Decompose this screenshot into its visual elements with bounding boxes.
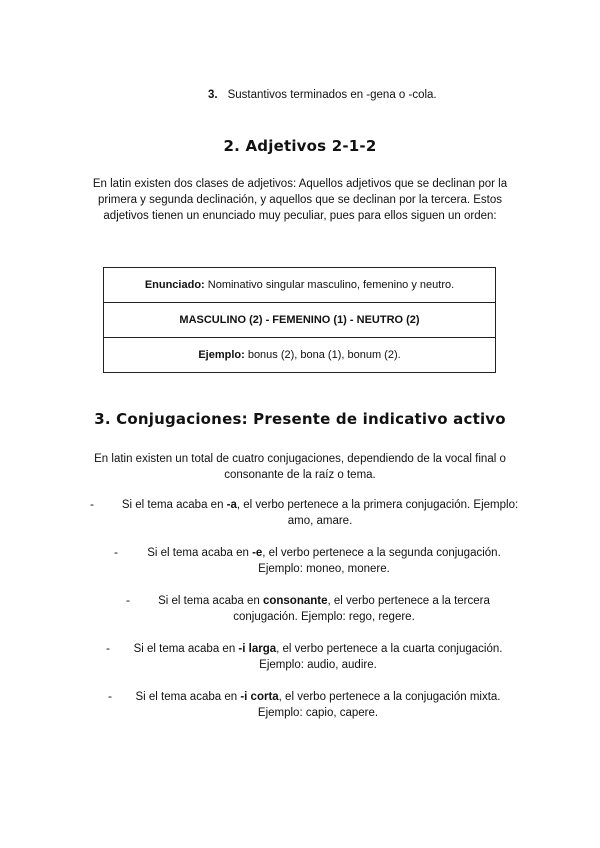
bullet-post: , el verbo pertenece a la tercera — [327, 595, 490, 607]
bullet-post: , el verbo pertenece a la conjugación mixta. — [278, 691, 501, 703]
bullet-item — [0, 593, 600, 623]
bullet-line2: Ejemplo: moneo, monere. — [258, 563, 390, 575]
section-3-heading-wrap — [0, 410, 600, 428]
list-number: 3. — [208, 89, 218, 101]
enunciado-label: Enunciado: — [144, 279, 205, 291]
bullet-line2: Ejemplo: capio, capere. — [257, 707, 379, 719]
paragraph-line: En latin existen dos clases de adjetivos: Aquellos adjetivos que se declinan por la — [92, 178, 508, 190]
bullet-pre: Si el tema acaba en — [121, 499, 227, 511]
bullet-line2: conjugación. Ejemplo: rego, regere. — [233, 611, 415, 623]
section-2-paragraph — [60, 176, 540, 224]
bullet-bold: -i corta — [240, 691, 279, 703]
bullet-bold: consonante — [262, 595, 328, 607]
bullet-dash: - — [126, 593, 130, 607]
bullet-dash: - — [90, 497, 94, 511]
section-2-title: 2. Adjetivos 2-1-2 — [223, 137, 377, 155]
bullet-line2: amo, amare. — [287, 515, 353, 527]
bullet-item — [0, 641, 600, 671]
bullet-bold: -e — [252, 547, 263, 559]
bullet-pre: Si el tema acaba en — [133, 643, 239, 655]
bullet-dash: - — [106, 641, 110, 655]
paragraph-line: adjetivos tienen un enunciado muy peculiar, pues para ellos siguen un orden: — [103, 210, 497, 222]
paragraph-line: primera y segunda declinación, y aquellos que se declinan por la tercera. Estos — [97, 194, 502, 206]
bullet-post: , el verbo pertenece a la cuarta conjugación. — [276, 643, 503, 655]
bullet-dash: - — [114, 545, 118, 559]
ejemplo-text: bonus (2), bona (1), bonum (2). — [244, 349, 401, 361]
table-row-ejemplo — [104, 338, 495, 372]
bullet-pre: Si el tema acaba en — [147, 547, 253, 559]
section-3-paragraph — [60, 451, 540, 483]
bullet-post: , el verbo pertenece a la primera conjugación. Ejemplo: — [236, 499, 519, 511]
ejemplo-label: Ejemplo: — [198, 349, 245, 361]
table-row-enunciado — [104, 268, 495, 303]
bullet-post: , el verbo pertenece a la segunda conjugación. — [262, 547, 501, 559]
bullet-bold: -i larga — [238, 643, 277, 655]
list-text: Sustantivos terminados en -gena o -cola. — [227, 89, 437, 101]
section-2-heading-wrap — [0, 137, 600, 155]
bullet-bold: -a — [226, 499, 237, 511]
enunciado-text: Nominativo singular masculino, femenino y neutro. — [204, 279, 455, 291]
bullet-item — [0, 497, 600, 527]
bullet-dash: - — [108, 689, 112, 703]
adjective-table — [103, 267, 496, 373]
section-3-title: 3. Conjugaciones: Presente de indicativo activo — [94, 410, 506, 428]
bullet-item — [0, 689, 600, 719]
genders-text: MASCULINO (2) - FEMENINO (1) - NEUTRO (2) — [179, 314, 420, 326]
bullet-line2: Ejemplo: audio, audire. — [259, 659, 377, 671]
bullet-item — [0, 545, 600, 575]
paragraph-line: consonante de la raíz o tema. — [224, 469, 376, 481]
table-row-genders — [104, 303, 495, 338]
paragraph-line: En latin existen un total de cuatro conjugaciones, dependiendo de la vocal final o — [94, 453, 506, 465]
bullet-pre: Si el tema acaba en — [135, 691, 241, 703]
bullet-pre: Si el tema acaba en — [158, 595, 263, 607]
